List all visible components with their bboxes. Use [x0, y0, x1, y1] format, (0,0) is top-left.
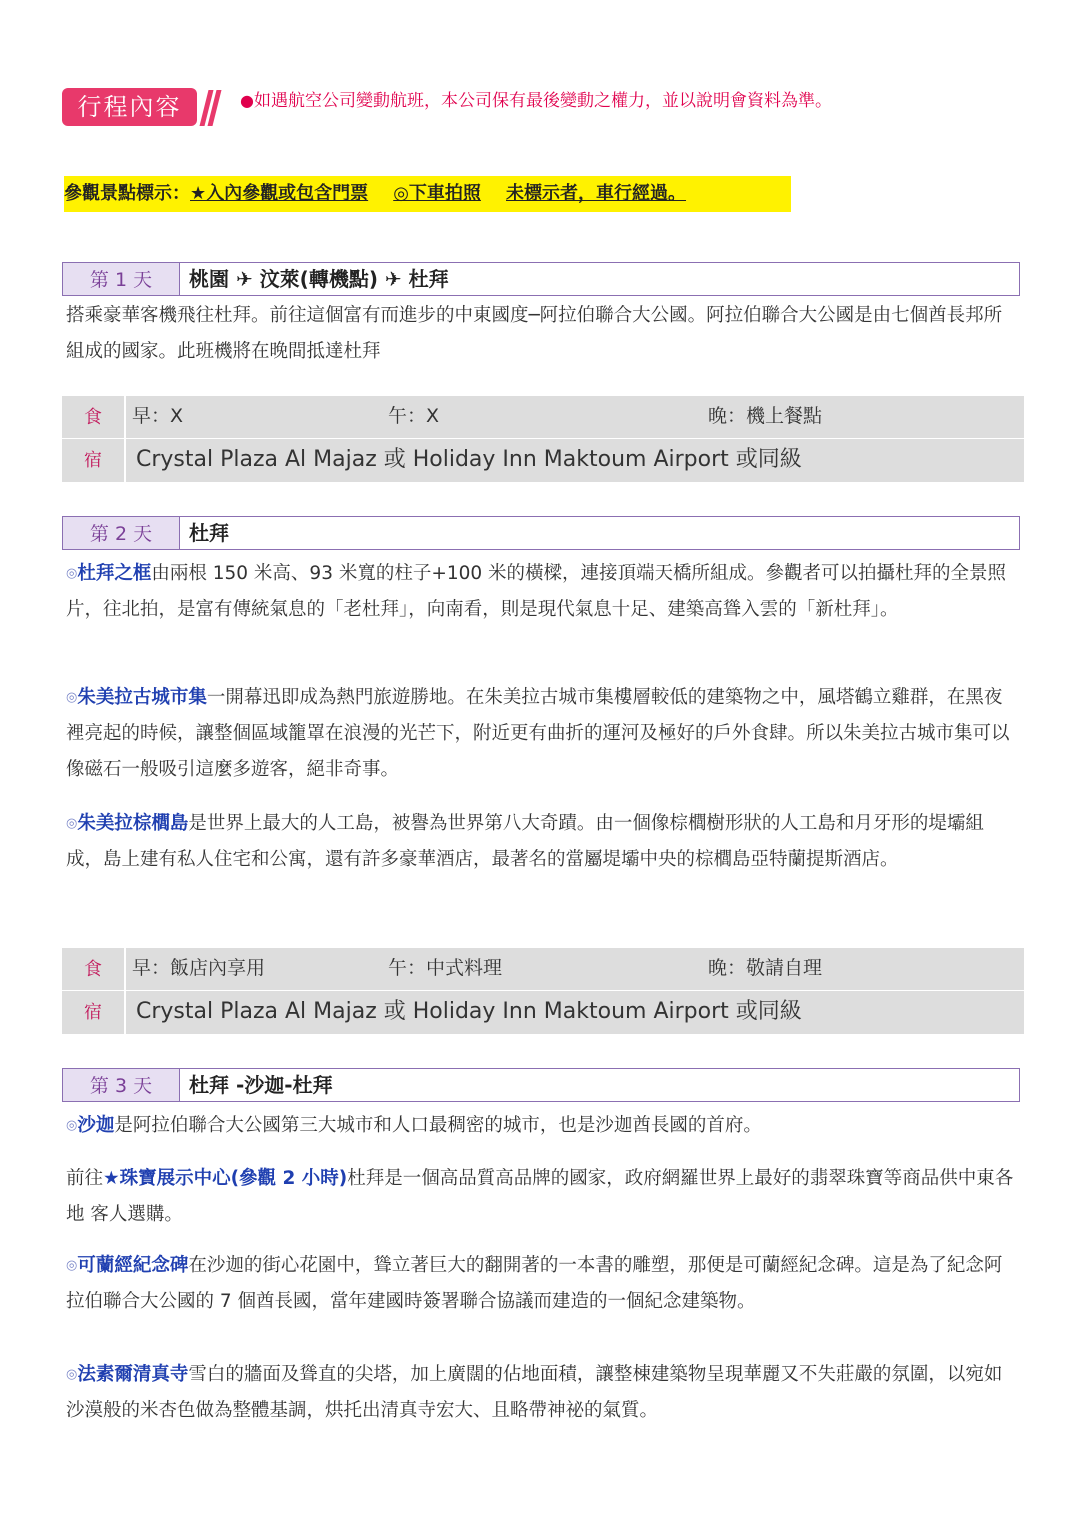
photo-stop-icon: ◎: [66, 690, 78, 705]
photo-stop-icon: ◎: [66, 1118, 78, 1133]
hotel-row: [62, 439, 1024, 482]
meal-label: 食: [62, 948, 126, 990]
sight-legend: [64, 176, 791, 212]
day-route-title: 桃園 ✈ 汶萊(轉機點) ✈ 杜拜: [189, 267, 449, 291]
sight-name: 法素爾清真寺: [77, 1364, 189, 1385]
legend-star-item: ★入內參觀或包含門票: [190, 183, 369, 204]
sight-madinat-jumeirah: [66, 680, 1016, 788]
sight-description: 杜拜是一個高品質高品牌的國家，政府網羅世界上最好的翡翠珠寶等商品供中東各地 客人選購。: [66, 1168, 1014, 1225]
day-1-meal-hotel-table: [62, 396, 1024, 482]
breakfast-cell: 早：X: [132, 405, 184, 427]
sight-sharjah: [66, 1108, 1016, 1144]
sight-quran-monument: [66, 1248, 1016, 1320]
sight-faisal-mosque: [66, 1357, 1016, 1429]
dinner-cell: 晚：機上餐點: [708, 405, 823, 427]
legend-prefix: 參觀景點標示：: [64, 183, 190, 204]
day-2-meal-hotel-table: [62, 948, 1024, 1034]
bullet-dot-icon: ●: [240, 91, 254, 110]
sight-name: 杜拜之框: [77, 563, 152, 584]
day-number: 第 1 天: [63, 263, 180, 295]
sight-name: 朱美拉棕櫚島: [77, 813, 189, 834]
sight-description: 在沙迦的街心花園中，聳立著巨大的翻開著的一本書的雕塑，那便是可蘭經紀念碑。這是為了紀念阿拉伯聯合大公國的 7 個酋長國，當年建國時簽署聯合協議而建造的一個紀念建築物。: [66, 1255, 1003, 1312]
sight-dubai-frame: [66, 556, 1016, 628]
sight-name: ★珠寶展示中心(參觀 2 小時): [103, 1168, 348, 1189]
sight-description: 由兩根 150 米高、93 米寬的柱子+100 米的橫樑，連接頂端天橋所組成。參觀者可以拍攝杜拜的全景照片，往北拍，是富有傳統氣息的「老杜拜」，向南看，則是現代氣息十足、建築高聳入雲的「新杜拜」。: [66, 563, 1007, 620]
photo-stop-icon: ◎: [66, 816, 78, 831]
hotel-row: [62, 991, 1024, 1034]
day-number: 第 3 天: [63, 1069, 180, 1101]
day-route-title: 杜拜: [189, 521, 229, 545]
photo-stop-icon: ◎: [66, 1367, 78, 1382]
breakfast-cell: 早：飯店內享用: [132, 957, 266, 979]
sight-name: 沙迦: [77, 1115, 115, 1136]
day-2-header: [62, 516, 1020, 550]
photo-stop-icon: ◎: [66, 566, 78, 581]
day-3-header: [62, 1068, 1020, 1102]
photo-stop-icon: ◎: [66, 1258, 78, 1273]
hotel-label: 宿: [62, 991, 126, 1034]
paragraph-prefix: 前往: [66, 1168, 104, 1189]
day-number: 第 2 天: [63, 517, 180, 549]
legend-pass-item: 未標示者，車行經過。: [506, 183, 687, 204]
meal-row: [62, 396, 1024, 438]
lunch-cell: 午：X: [388, 405, 440, 427]
section-badge: 行程內容: [62, 88, 197, 126]
sight-jewelry-center: [66, 1161, 1016, 1233]
airline-change-notice: [240, 86, 832, 111]
dinner-cell: 晚：敬請自理: [708, 957, 823, 979]
day-route-title: 杜拜 -沙迦-杜拜: [189, 1073, 333, 1097]
meal-row: [62, 948, 1024, 990]
sight-palm-jumeirah: [66, 806, 1016, 878]
legend-photo-item: ◎下車拍照: [393, 183, 481, 204]
sight-description: 是阿拉伯聯合大公國第三大城市和人口最稠密的城市，也是沙迦酋長國的首府。: [114, 1115, 762, 1136]
sight-name: 朱美拉古城市集: [77, 687, 207, 708]
meal-label: 食: [62, 396, 126, 438]
day-1-description: [66, 298, 1016, 370]
day-1-header: [62, 262, 1020, 296]
paragraph-text: 搭乘豪華客機飛往杜拜。前往這個富有而進步的中東國度─阿拉伯聯合大公國。阿拉伯聯合大公國是由七個酋長邦所組成的國家。此班機將在晚間抵達杜拜: [66, 305, 1003, 362]
sight-description: 是世界上最大的人工島，被譽為世界第八大奇蹟。由一個像棕櫚樹形狀的人工島和月牙形的堤壩組成，島上建有私人住宅和公寓，還有許多豪華酒店，最著名的當屬堤壩中央的棕櫚島亞特蘭提斯酒店。: [66, 813, 984, 870]
notice-text: 如遇航空公司變動航班，本公司保有最後變動之權力，並以說明會資料為準。: [253, 91, 832, 111]
sight-name: 可蘭經紀念碑: [77, 1255, 189, 1276]
sight-description: 雪白的牆面及聳直的尖塔，加上廣闊的佔地面積，讓整棟建築物呈現華麗又不失莊嚴的氛圍，以宛如沙漠般的米杏色做為整體基調，烘托出清真寺宏大、且略帶神祕的氣質。: [66, 1364, 1003, 1421]
hotel-name: Crystal Plaza Al Majaz 或 Holiday Inn Maktoum Airport 或同級: [136, 447, 802, 472]
lunch-cell: 午：中式料理: [388, 957, 503, 979]
hotel-label: 宿: [62, 439, 126, 482]
sight-description: 一開幕迅即成為熱門旅遊勝地。在朱美拉古城市集樓層較低的建築物之中，風塔鶴立雞群，在黑夜裡亮起的時候，讓整個區域籠罩在浪漫的光芒下，附近更有曲折的運河及極好的戶外食肆。所以朱美拉古城市集可以像磁石一般吸引這麼多遊客，絕非奇事。: [66, 687, 1010, 780]
hotel-name: Crystal Plaza Al Majaz 或 Holiday Inn Maktoum Airport 或同級: [136, 999, 802, 1024]
